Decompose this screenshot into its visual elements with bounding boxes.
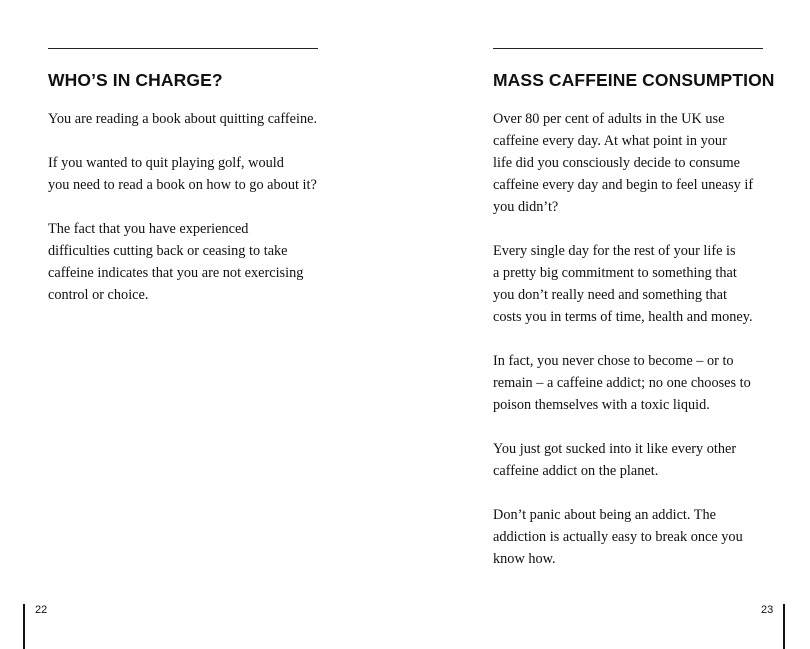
text-line: you don’t really need and something that <box>493 287 727 303</box>
right-page-heading: MASS CAFFEINE CONSUMPTION <box>493 70 775 90</box>
text-line: know how. <box>493 551 556 567</box>
text-line: Over 80 per cent of adults in the UK use <box>493 111 725 127</box>
page-edge-bar <box>23 604 25 649</box>
text-line: If you wanted to quit playing golf, would <box>48 155 284 171</box>
text-line: costs you in terms of time, health and money. <box>493 309 753 325</box>
text-line: The fact that you have experienced <box>48 221 249 237</box>
left-page-body <box>48 108 338 328</box>
text-line: caffeine every day. At what point in your <box>493 133 727 149</box>
paragraph <box>48 218 338 306</box>
right-page-body <box>493 108 783 592</box>
paragraph <box>493 240 783 328</box>
text-line: caffeine every day and begin to feel uneasy if <box>493 177 754 193</box>
text-line: Every single day for the rest of your life is <box>493 243 736 259</box>
paragraph <box>493 108 783 218</box>
paragraph <box>493 350 783 416</box>
text-line: difficulties cutting back or ceasing to take <box>48 243 288 259</box>
page-number: 23 <box>761 604 774 616</box>
text-line: caffeine addict on the planet. <box>493 463 659 479</box>
text-line: In fact, you never chose to become – or to <box>493 353 734 369</box>
text-line: poison themselves with a toxic liquid. <box>493 397 710 413</box>
paragraph <box>48 108 338 130</box>
heading-rule <box>48 48 318 49</box>
paragraph <box>48 152 338 196</box>
text-line: caffeine indicates that you are not exercising <box>48 265 304 281</box>
text-line: remain – a caffeine addict; no one chooses to <box>493 375 751 391</box>
paragraph <box>493 438 783 482</box>
text-line: Don’t panic about being an addict. The <box>493 507 716 523</box>
page-number: 22 <box>35 604 48 616</box>
heading-rule <box>493 48 763 49</box>
text-line: control or choice. <box>48 287 149 303</box>
text-line: you didn’t? <box>493 199 559 215</box>
text-line: You are reading a book about quitting caffeine. <box>48 111 318 127</box>
paragraph <box>493 504 783 570</box>
left-page-heading: WHO’S IN CHARGE? <box>48 70 223 90</box>
text-line: you need to read a book on how to go about it? <box>48 177 317 193</box>
text-line: life did you consciously decide to consume <box>493 155 740 171</box>
right-page <box>405 0 810 649</box>
text-line: You just got sucked into it like every other <box>493 441 737 457</box>
page-edge-bar <box>783 604 785 649</box>
text-line: addiction is actually easy to break once you <box>493 529 743 545</box>
text-line: a pretty big commitment to something that <box>493 265 737 281</box>
